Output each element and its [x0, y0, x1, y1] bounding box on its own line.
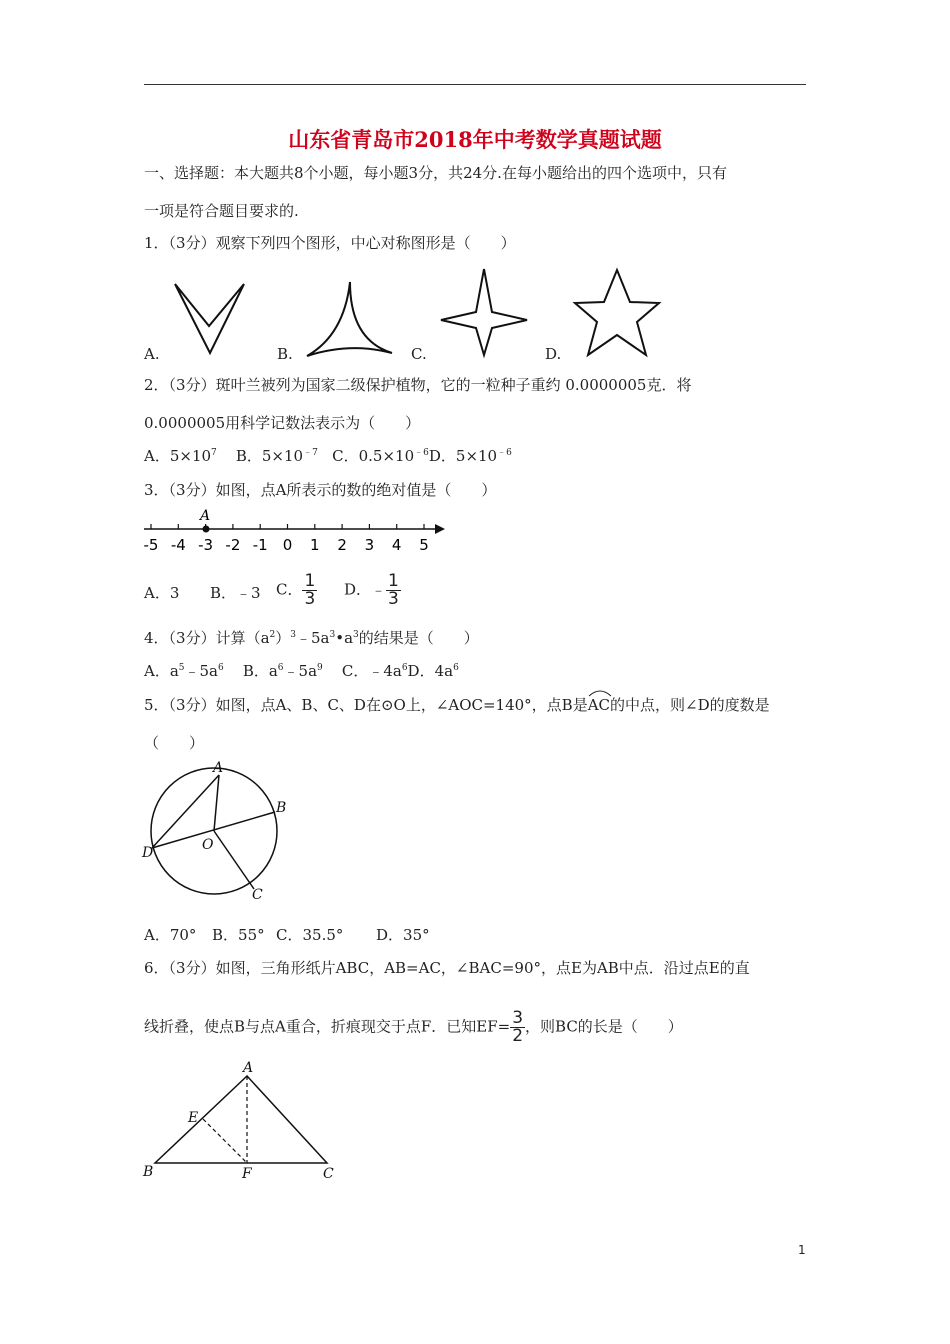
label-f: F	[242, 1166, 252, 1182]
label-d: D	[142, 845, 154, 861]
number-line-tick-label: 3	[364, 536, 375, 554]
q5-line2: （ ）	[144, 734, 205, 752]
q2-option-d: D．$5\times 10^{﹣6}$	[428, 447, 512, 465]
q4-stem: 4．（3分）计算$(a^2)^3﹣5a^3•a^3$的结果是（ ）	[144, 629, 479, 647]
section-intro-line1: 一、选择题：本大题共8个小题，每小题3分，共24分.在每小题给出的四个选项中，只有	[144, 164, 727, 182]
q2-option-b: B．$5\times 10^{﹣7}$	[235, 447, 318, 465]
q1-stem: 1．（3分）观察下列四个图形，中心对称图形是（ ）	[144, 234, 516, 252]
label-e: E	[188, 1110, 199, 1126]
q4-option-a: A．$a^5﹣5a^6$	[144, 662, 224, 680]
q1-option-d: D.	[545, 345, 562, 363]
q4-option-b: B．$a^6﹣5a^9$	[242, 662, 323, 680]
section-intro-line2: 一项是符合题目要求的.	[144, 202, 299, 220]
q6-line1: 6．（3分）如图，三角形纸片ABC，AB=AC，∠BAC=90°，点E为AB中点．沿过点E的直	[144, 959, 750, 977]
number-line-tick-label: 5	[419, 536, 429, 554]
q3-option-b: B．﹣3	[210, 584, 261, 602]
number-line-tick-label: 1	[310, 536, 320, 554]
q4-option-d: D．$4a^6$	[407, 662, 459, 680]
number-line-tick-label: -2	[225, 536, 241, 554]
label-b: B	[143, 1164, 154, 1180]
q5-option-a: A．70°	[144, 926, 197, 944]
label-c: C	[323, 1166, 334, 1182]
label-c: C	[252, 887, 263, 903]
q1-option-a: A.	[144, 345, 160, 363]
number-line-tick-label: -3	[198, 536, 214, 554]
point-a-label: A	[200, 508, 211, 524]
q3-option-a: A．3	[144, 584, 180, 602]
q1-option-c: C.	[411, 345, 427, 363]
label-o: O	[202, 837, 214, 853]
number-line-tick-label: -1	[252, 536, 268, 554]
label-a: A	[213, 760, 224, 776]
q2-option-a: A．$5\times 10^7$	[144, 447, 217, 465]
number-line-tick-label: 2	[337, 536, 347, 554]
q2-option-c: C．$0.5\times 10^{﹣6}$	[332, 447, 429, 465]
page-number: 1	[798, 1243, 806, 1257]
q5-option-b: B．55°	[212, 926, 265, 944]
page-title: 山东省青岛市2018年中考数学真题试题	[288, 127, 662, 152]
arc-ac: AC	[588, 695, 610, 715]
q5-option-c: C．35.5°	[276, 926, 344, 944]
q1-option-b: B.	[277, 345, 293, 363]
number-line-tick-label: 4	[391, 536, 402, 554]
label-a: A	[243, 1060, 254, 1076]
q3-option-d: D．﹣ $\frac{1}{3}$	[344, 571, 399, 609]
number-line-tick-label: -5	[143, 536, 159, 554]
q6-line2: 线折叠，使点B与点A重合，折痕现交于点F．已知EF= $\frac{3}{2}$ ，则BC的长是（ ）	[144, 1008, 683, 1046]
q2-line2: 0.0000005用科学记数法表示为（ ）	[144, 414, 421, 432]
q4-option-c: C．$﹣4a^6$	[341, 662, 408, 680]
q3-option-c: C． $\frac{1}{3}$	[276, 571, 316, 609]
q3-stem: 3．（3分）如图，点A所表示的数的绝对值是（ ）	[144, 481, 497, 499]
q2-line1: 2．（3分）斑叶兰被列为国家二级保护植物，它的一粒种子重约 0.0000005克．将	[144, 376, 692, 394]
label-b: B	[276, 800, 287, 816]
number-line-tick-label: 0	[282, 536, 293, 554]
number-line-tick-label: -4	[170, 536, 186, 554]
q5-stem: 5．（3分）如图，点A、B、C、D在⊙O上，∠AOC=140°，点B是AC 的中点，则∠D的度数是	[144, 695, 770, 715]
q5-option-d: D．35°	[376, 926, 430, 944]
